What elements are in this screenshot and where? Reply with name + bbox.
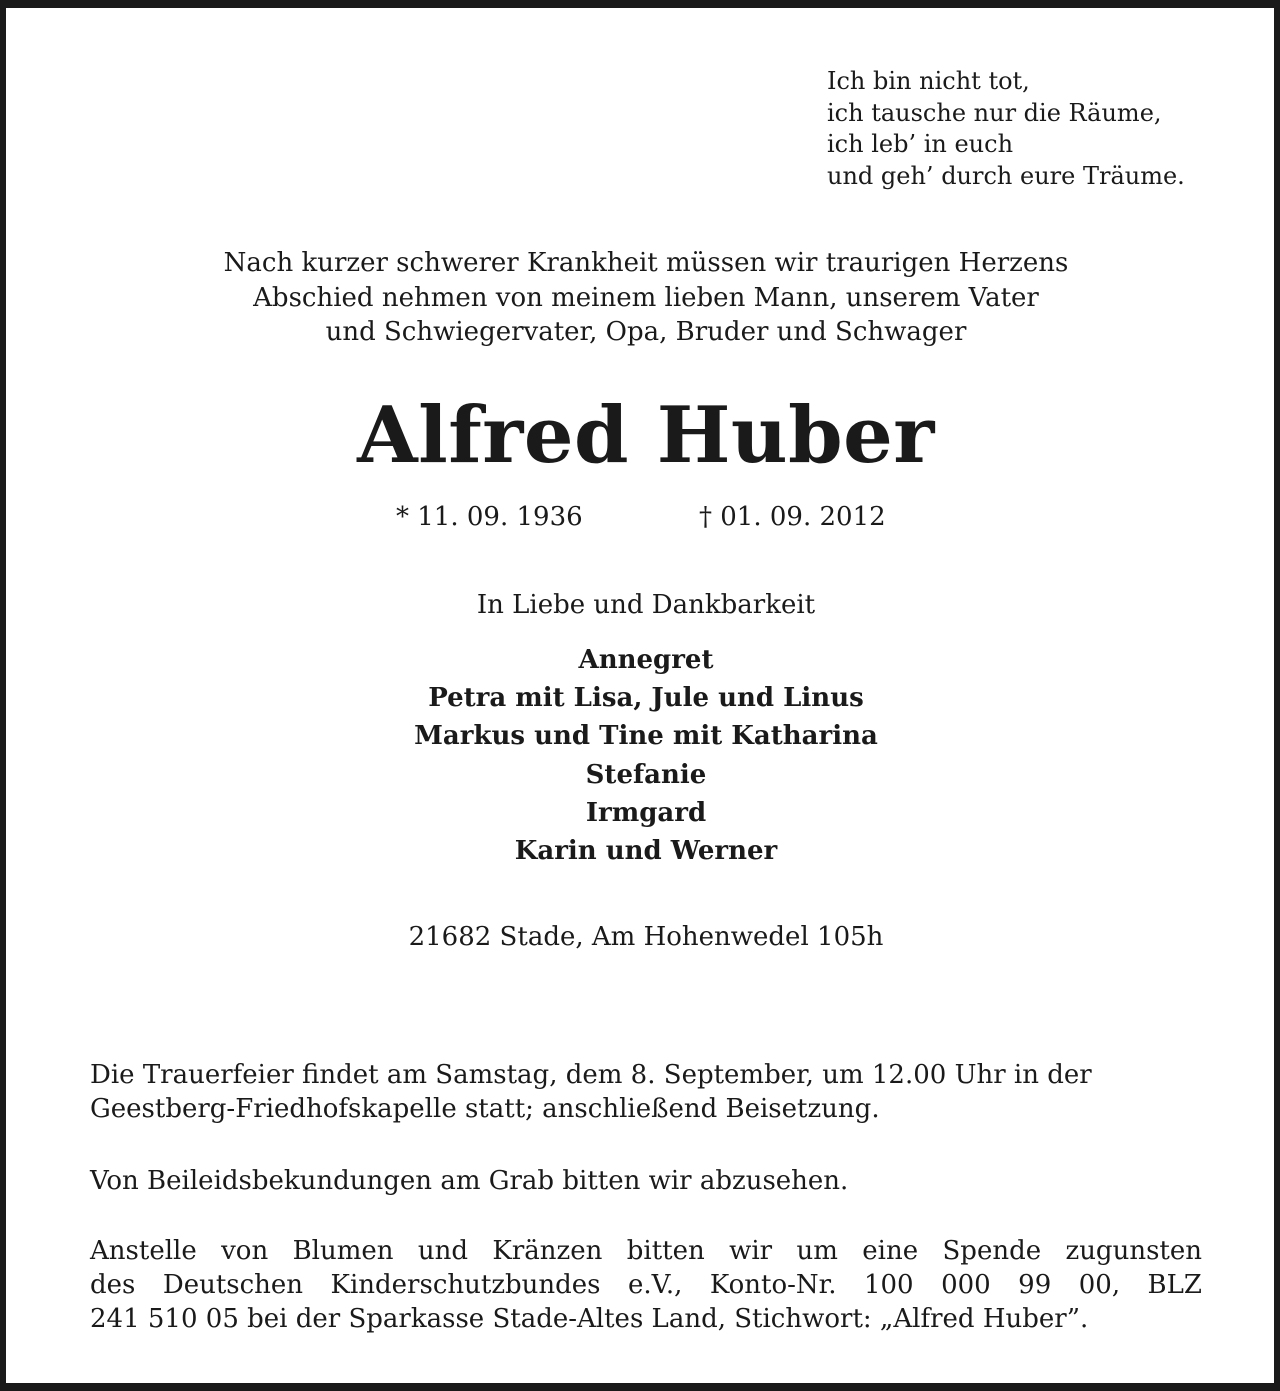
funeral-line: Geestberg-Friedhofskapelle statt; anschließend Beisetzung. [90, 1094, 880, 1124]
condolence-notice: Von Beileidsbekundungen am Grab bitten wir abzusehen. [90, 1166, 849, 1196]
funeral-line: Die Trauerfeier findet am Samstag, dem 8. September, um 12.00 Uhr in der [90, 1060, 1092, 1090]
poem-line: und geh’ durch eure Träume. [827, 161, 1185, 190]
donation-notice [90, 1234, 1202, 1336]
mourner-name: Irmgard [585, 797, 707, 828]
intro-line: Nach kurzer schwerer Krankheit müssen wir traurigen Herzens [223, 248, 1069, 278]
death-date: † 01. 09. 2012 [699, 502, 886, 532]
deceased-name: Alfred Huber [357, 390, 935, 481]
mourners-list [6, 641, 1280, 870]
poem-line: ich tausche nur die Räume, [827, 98, 1162, 127]
mourners-heading: In Liebe und Dankbarkeit [476, 590, 816, 620]
intro-line: Abschied nehmen von meinem lieben Mann, unserem Vater [253, 282, 1039, 313]
poem-line: Ich bin nicht tot, [827, 67, 1030, 95]
mourner-name: Markus und Tine mit Katharina [414, 721, 878, 752]
poem-line: ich leb’ in euch [827, 130, 1014, 158]
donation-line: Anstelle von Blumen und Kränzen bitten wir um eine Spende zugunsten [90, 1236, 1202, 1266]
intro-text [6, 246, 1280, 350]
intro-line: und Schwiegervater, Opa, Bruder und Schwager [325, 317, 967, 347]
mourner-name: Annegret [578, 645, 714, 675]
poem-quote [827, 66, 1185, 192]
donation-line: des Deutschen Kinderschutzbundes e.V., Konto-Nr. 100 000 99 00, BLZ [90, 1270, 1202, 1300]
mourner-name: Karin und Werner [514, 836, 778, 867]
donation-line: 241 510 05 bei der Sparkasse Stade-Altes Land, Stichwort: „Alfred Huber”. [90, 1304, 1089, 1334]
birth-date: * 11. 09. 1936 [396, 502, 583, 532]
funeral-notice [90, 1058, 1202, 1126]
family-address: 21682 Stade, Am Hohenwedel 105h [408, 922, 884, 952]
mourner-name: Stefanie [585, 759, 707, 790]
mourner-name: Petra mit Lisa, Jule und Linus [428, 683, 864, 714]
